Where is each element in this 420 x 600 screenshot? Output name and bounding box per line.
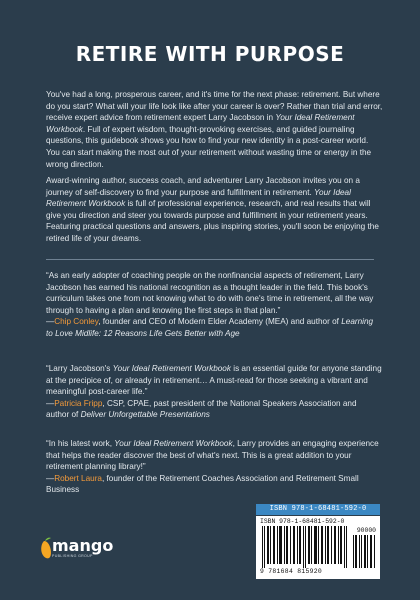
price-barcode-icon <box>353 535 377 568</box>
section-divider <box>46 259 374 260</box>
quote-attribution: —Robert Laura, founder of the Retirement Coaches Association and Retirement Small Business <box>46 473 359 495</box>
barcode-digits: 9 781684 815920 <box>260 568 323 575</box>
quote-text: “Larry Jacobson's Your Ideal Retirement Workbook is an essential guide for anyone standing at the precipice of, or already in retirement… A must-read for those seeking a vibrant and meaningful post-career life.” <box>46 364 382 397</box>
endorser-name: Robert Laura <box>54 473 102 483</box>
endorser-name: Patricia Fripp <box>54 398 103 408</box>
publisher-name: mango <box>52 536 114 555</box>
endorsement-quote <box>46 270 382 340</box>
isbn-barcode <box>256 516 380 579</box>
quote-attribution: —Patricia Fripp, CSP, CPAE, past president of the National Speakers Association and author of Deliver Unforgettable Presentations <box>46 398 357 420</box>
barcode-isbn-text: ISBN 978-1-68481-592-0 <box>260 518 345 525</box>
description-paragraph-2: Award-winning author, success coach, and adventurer Larry Jacobson invites you on a journey of self-discovery to find your purpose and fulfillment in retirement. Your Ideal Retirement Workbook is full of professional experience, research, and real results that will give you direction and steer you towards purpose and fulfillment in your retirement years. Featuring practical questions and answers, plus inspiring stories, you'll soon be enjoying the retired life of your dreams. <box>46 176 379 243</box>
quote-text: “As an early adopter of coaching people on the nonfinancial aspects of retirement, Larry Jacobson has earned his national recognition as a thought leader in the field. This book's curriculum takes one from not knowing what to do with one's time in retirement, all the way through to having a plan and knowing the first steps in that plan.” <box>46 271 374 315</box>
barcode-bars-icon <box>260 526 350 568</box>
description-paragraph-1: You've had a long, prosperous career, and it's time for the next phase: retirement. But where do you start? What will your life look like after your career is over? Rather than trial and error, receive expert advice from retirement expert Larry Jacobson in Your Ideal Retirement Workbook. Full of expert wisdom, thought-provoking exercises, and guided journaling questions, this guidebook shows you how to find your new identity in a post-career world. You can start making the most out of your retirement without wasting time or energy in the wrong direction. <box>46 90 383 169</box>
isbn-label: ISBN 978-1-68481-592-0 <box>256 504 380 515</box>
endorsement-quote <box>46 438 382 496</box>
publisher-tagline: PUBLISHING GROUP <box>52 554 93 558</box>
book-cover-title: RETIRE WITH PURPOSE <box>75 42 345 66</box>
quote-attribution: —Chip Conley, founder and CEO of Modern Elder Academy (MEA) and author of Learning to Love Midlife: 12 Reasons Life Gets Better with Age <box>46 317 374 338</box>
endorser-name: Chip Conley <box>54 317 99 327</box>
endorsement-quote <box>46 363 382 421</box>
quote-text: “In his latest work, Your Ideal Retirement Workbook, Larry provides an engaging experience that helps the reader discover the best of what's next. This is a great addition to your retirement planning library!” <box>46 439 379 472</box>
barcode-price-code: 90000 <box>356 527 376 534</box>
